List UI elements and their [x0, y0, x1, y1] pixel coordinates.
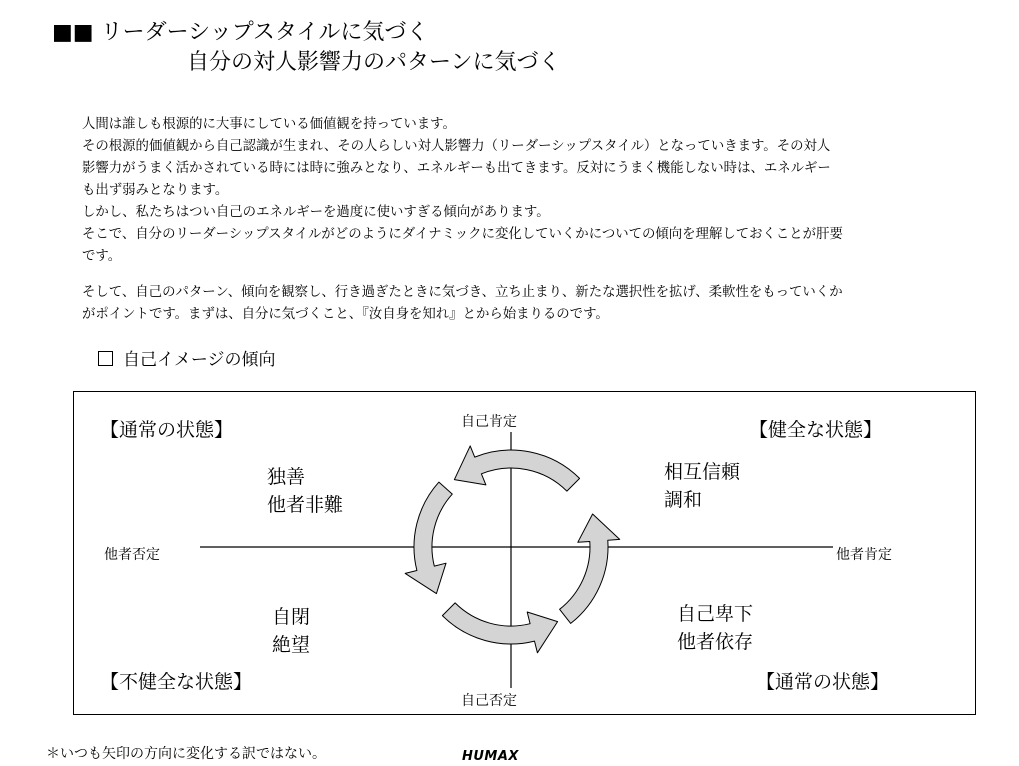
cycle-arrows: [405, 446, 620, 653]
slide-title-line2: 自分の対人影響力のパターンに気づく: [187, 50, 561, 75]
intro-line: も出ず弱みとなります。: [82, 183, 229, 198]
intro-line: がポイントです。まずは、自分に気づくこと、『汝自身を知れ』とから始まりるのです。: [82, 307, 609, 322]
intro-line: 人間は誰しも根源的に大事にしている価値観を持っています。: [82, 117, 456, 132]
footnote: ＊いつも矢印の方向に変化する訳ではない。: [46, 746, 326, 762]
quadrant-top-left-text: [267, 463, 343, 519]
cycle-arrow-left: [405, 482, 452, 593]
section-label: 自己イメージの傾向: [123, 350, 276, 370]
intro-line: 影響力がうまく活かされている時には時に強みとなり、エネルギーも出てきます。反対にうまく機能しない時は、エネルギー: [82, 161, 831, 176]
quadrant-top-right-text: [664, 458, 740, 514]
intro-line: しかし、私たちはつい自己のエネルギーを過度に使いすぎる傾向があります。: [82, 205, 550, 220]
axis-label-right: 他者肯定: [836, 547, 892, 563]
cycle-arrow-bottom: [442, 603, 557, 653]
cycle-arrow-right: [560, 514, 620, 623]
quadrant-bottom-left-text: [272, 603, 310, 659]
intro-line: です。: [82, 249, 122, 264]
quadrant-line: 相互信頼: [664, 461, 741, 483]
quadrant-line: 絶望: [272, 634, 311, 656]
axis-label-top: 自己肯定: [461, 414, 517, 430]
quadrant-line: 調和: [664, 489, 703, 511]
cycle-arrow-top: [454, 446, 579, 491]
state-label-top-left: 【通常の状態】: [100, 419, 234, 441]
quadrant-bottom-right-text: [677, 600, 753, 656]
axis-label-left: 他者否定: [104, 547, 160, 563]
title-text: リーダーシップスタイルに気づく: [100, 20, 429, 45]
state-label-bottom-left: 【不健全な状態】: [100, 671, 253, 693]
axis-label-bottom: 自己否定: [461, 693, 517, 709]
intro-line: その根源的価値観から自己認識が生まれ、その人らしい対人影響力（リーダーシップスタイル）となっていきます。その対人: [82, 139, 831, 154]
intro-line: そこで、自分のリーダーシップスタイルがどのようにダイナミックに変化していくかについての傾向を理解しておくことが肝要: [82, 227, 843, 242]
quadrant-line: 他者依存: [677, 631, 754, 653]
quadrant-line: 自己卑下: [677, 603, 754, 625]
state-label-bottom-right: 【通常の状態】: [756, 671, 890, 693]
title-bullet: ■■: [52, 20, 94, 45]
brand-logo: HUMAX: [462, 749, 519, 764]
quadrant-line: 独善: [267, 466, 306, 488]
state-label-top-right: 【健全な状態】: [749, 419, 883, 441]
intro-line: そして、自己のパターン、傾向を観察し、行き過ぎたときに気づき、立ち止まり、新たな選択性を拡げ、柔軟性をもっていくか: [82, 285, 843, 300]
quadrant-line: 他者非難: [267, 494, 344, 516]
quadrant-line: 自閉: [272, 606, 311, 628]
